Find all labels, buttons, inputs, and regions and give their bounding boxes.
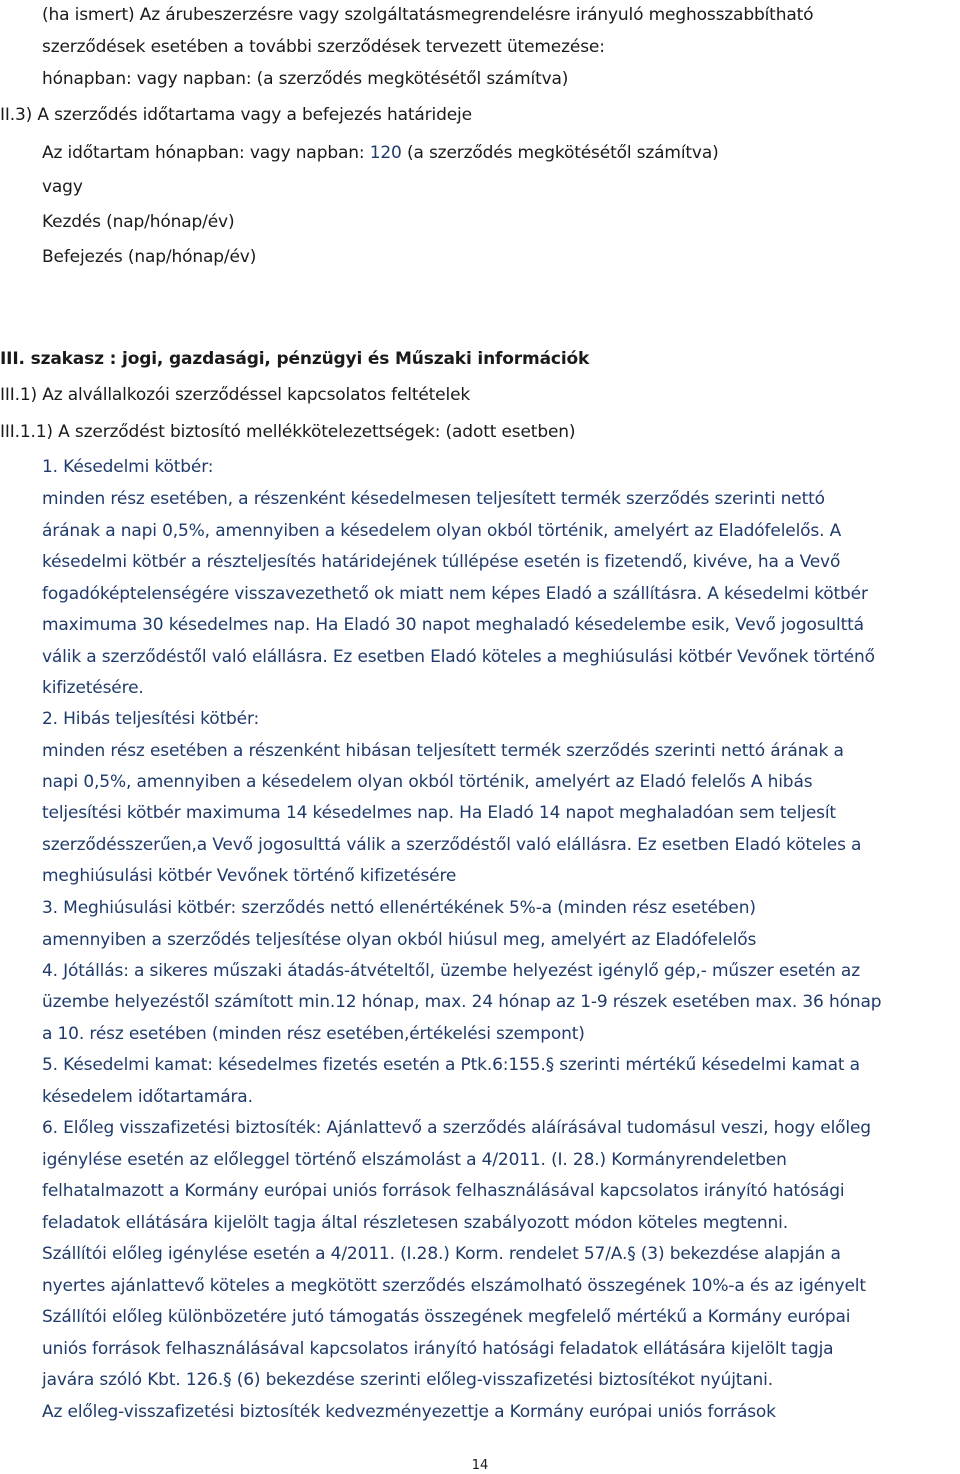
- text-line: 4. Jótállás: a sikeres műszaki átadás-átvételtől, üzembe helyezést igénylő gép,- műszer esetén az: [42, 961, 860, 981]
- text-line: 5. Késedelmi kamat: késedelmes fizetés esetén a Ptk.6:155.§ szerinti mértékű késedelmi kamat a: [42, 1055, 860, 1075]
- text-line: javára szóló Kbt. 126.§ (6) bekezdése szerinti előleg-visszafizetési biztosítékot nyújtani.: [42, 1370, 774, 1390]
- text-line: 1. Késedelmi kötbér:: [42, 457, 214, 477]
- text-line: felhatalmazott a Kormány európai uniós források felhasználásával kapcsolatos irányító hatósági: [42, 1181, 845, 1201]
- text-line: a 10. rész esetében (minden rész esetében,értékelési szempont): [42, 1024, 585, 1044]
- text-line: maximuma 30 késedelmes nap. Ha Eladó 30 napot meghaladó késedelembe esik, Vevő jogosulttá: [42, 615, 864, 635]
- text-line: nyertes ajánlattevő köteles a megkötött szerződés elszámolható összegének 10%-a és az igényelt: [42, 1276, 866, 1296]
- section-heading-iii1: III.1) Az alvállalkozói szerződéssel kapcsolatos feltételek: [0, 385, 471, 405]
- text-line: 2. Hibás teljesítési kötbér:: [42, 709, 260, 729]
- duration-value: 120: [369, 143, 402, 163]
- section-title-iii: III. szakasz : jogi, gazdasági, pénzügyi és Műszaki információk: [0, 349, 590, 369]
- text-line: üzembe helyezéstől számított min.12 hónap, max. 24 hónap az 1-9 részek esetében max. 36 hónap: [42, 992, 882, 1012]
- text-line: Szállítói előleg igénylése esetén a 4/2011. (I.28.) Korm. rendelet 57/A.§ (3) bekezdése alapján a: [42, 1244, 841, 1264]
- text-line: 3. Meghiúsulási kötbér: szerződés nettó ellenértékének 5%-a (minden rész esetében): [42, 898, 756, 918]
- text-line: teljesítési kötbér maximuma 14 késedelmes nap. Ha Eladó 14 napot meghaladóan sem teljesít: [42, 803, 836, 823]
- text-line: napi 0,5%, amennyiben a késedelem olyan okból történik, amelyért az Eladó felelős A hibás: [42, 772, 813, 792]
- text-line: Kezdés (nap/hónap/év): [42, 212, 235, 232]
- text-line: minden rész esetében, a részenként késedelmesen teljesített termék szerződés szerinti nettó: [42, 489, 825, 509]
- section-heading-iii11: III.1.1) A szerződést biztosító mellékkötelezettségek: (adott esetben): [0, 422, 576, 442]
- text-line: (ha ismert) Az árubeszerzésre vagy szolgáltatásmegrendelésre irányuló meghosszabbítható: [42, 5, 814, 25]
- text-line: 6. Előleg visszafizetési biztosíték: Ajánlattevő a szerződés aláírásával tudomásul veszi, hogy előleg: [42, 1118, 871, 1138]
- text-line: vagy: [42, 177, 83, 197]
- text-line: árának a napi 0,5%, amennyiben a késedelem olyan okból történik, amelyért az Eladófelelős. A: [42, 521, 842, 541]
- text-line: Befejezés (nap/hónap/év): [42, 247, 257, 267]
- text-line: meghiúsulási kötbér Vevőnek történő kifizetésére: [42, 866, 457, 886]
- text-line: minden rész esetében a részenként hibásan teljesített termék szerződés szerinti nettó árának a: [42, 741, 844, 761]
- text-line: Az időtartam hónapban: vagy napban: 120 (a szerződés megkötésétől számítva): [42, 143, 719, 163]
- text-line: igénylése esetén az előleggel történő elszámolást a 4/2011. (I. 28.) Kormányrendeletben: [42, 1150, 787, 1170]
- text-line: szerződésszerűen,a Vevő jogosulttá válik a szerződéstől való elállásra. Ez esetben Eladó köteles a: [42, 835, 862, 855]
- section-heading-ii3: II.3) A szerződés időtartama vagy a befejezés határideje: [0, 105, 472, 125]
- text-line: válik a szerződéstől való elállásra. Ez esetben Eladó köteles a meghiúsulási kötbér Vevőnek történő: [42, 647, 875, 667]
- text-line: fogadóképtelenségére visszavezethető ok miatt nem képes Eladó a szállításra. A késedelmi kötbér: [42, 584, 868, 604]
- text-line: Szállítói előleg különbözetére jutó támogatás összegének megfelelő mértékű a Kormány európai: [42, 1307, 851, 1327]
- text-line: uniós források felhasználásával kapcsolatos irányító hatósági feladatok ellátására kijelölt tagja: [42, 1339, 834, 1359]
- text-line: szerződések esetében a további szerződések tervezett ütemezése:: [42, 37, 605, 57]
- page-number: 14: [471, 1458, 489, 1473]
- text-line: amennyiben a szerződés teljesítése olyan okból hiúsul meg, amelyért az Eladófelelős: [42, 930, 757, 950]
- text-line: hónapban: vagy napban: (a szerződés megkötésétől számítva): [42, 69, 569, 89]
- text-line: késedelem időtartamára.: [42, 1087, 253, 1107]
- text-line: késedelmi kötbér a részteljesítés határidejének túllépése esetén is fizetendő, kivéve, ha a Vevő: [42, 552, 841, 572]
- text-line: feladatok ellátására kijelölt tagja által részletesen szabályozott módon köteles megtenni.: [42, 1213, 788, 1233]
- text-line: Az előleg-visszafizetési biztosíték kedvezményezettje a Kormány európai uniós források: [42, 1402, 776, 1422]
- text-line: kifizetésére.: [42, 678, 144, 698]
